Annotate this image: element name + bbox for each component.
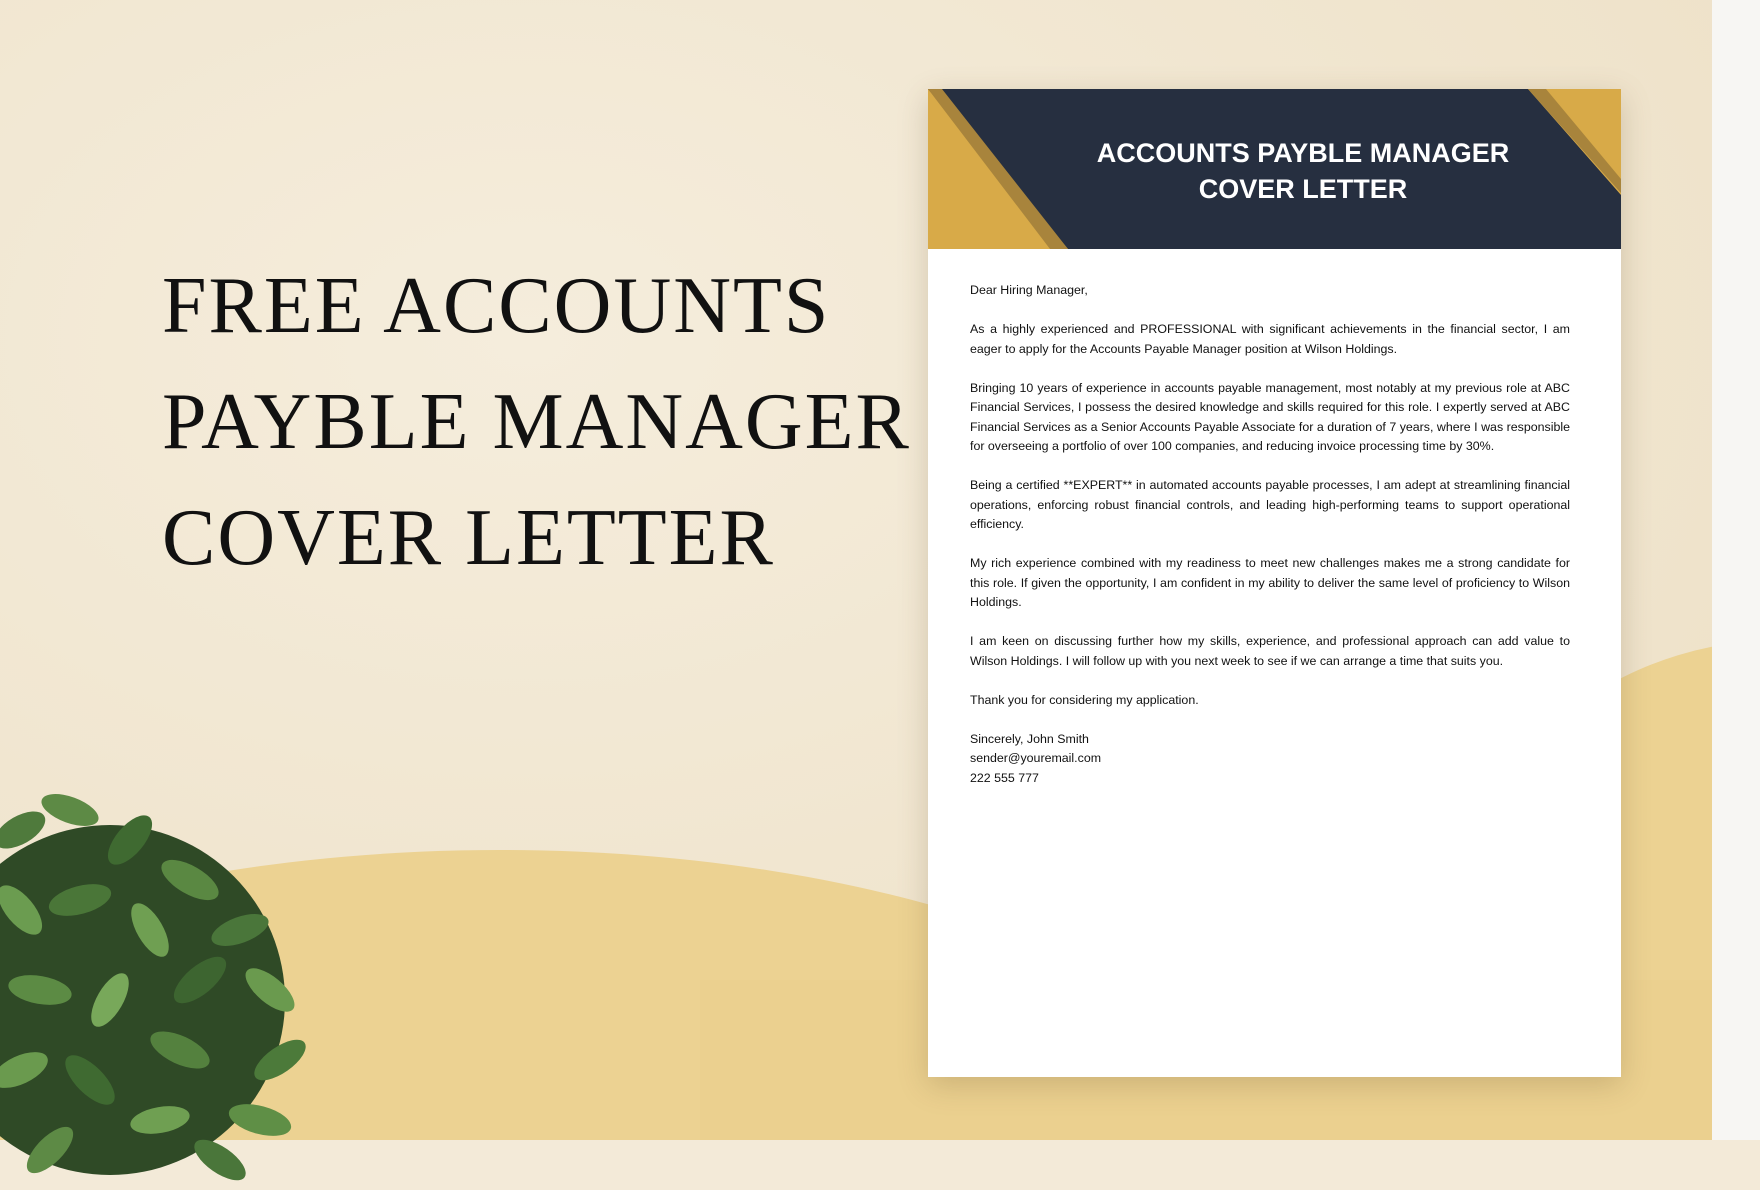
letter-paragraph-6: Thank you for considering my application. [970, 691, 1570, 711]
cover-letter-document [928, 89, 1621, 1077]
headline-line-3: COVER LETTER [162, 480, 862, 596]
headline-line-2: PAYBLE MANAGER [162, 364, 862, 480]
letter-closing: Sincerely, John Smith [970, 730, 1570, 750]
headline-line-1: FREE ACCOUNTS [162, 248, 862, 364]
letter-phone: 222 555 777 [970, 769, 1570, 789]
letter-paragraph-2: Bringing 10 years of experience in accounts payable management, most notably at my previous role at ABC Financial Services, I possess the desired knowledge and skills required for this role. I expertly served at ABC Financial Services as a Senior Accounts Payable Associate for a duration of 7 years, where I was responsible for overseeing a portfolio of over 100 companies, and reducing invoice processing time by 30%. [970, 379, 1570, 457]
letter-title [1068, 135, 1538, 207]
letter-paragraph-1: As a highly experienced and PROFESSIONAL with significant achievements in the financial sector, I am eager to apply for the Accounts Payable Manager position at Wilson Holdings. [970, 320, 1570, 359]
letter-title-line-2: COVER LETTER [1068, 171, 1538, 207]
letter-paragraph-3: Being a certified **EXPERT** in automated accounts payable processes, I am adept at streamlining financial operations, enforcing robust financial controls, and leading high-performing teams to support operational efficiency. [970, 476, 1570, 535]
letter-paragraph-5: I am keen on discussing further how my skills, experience, and professional approach can add value to Wilson Holdings. I will follow up with you next week to see if we can arrange a time that suits you. [970, 632, 1570, 671]
letter-salutation: Dear Hiring Manager, [970, 281, 1570, 301]
letter-email: sender@youremail.com [970, 749, 1570, 769]
background-wall-strip [1712, 0, 1760, 1140]
plant-foliage [0, 788, 312, 1188]
headline [162, 248, 862, 596]
letter-title-line-1: ACCOUNTS PAYBLE MANAGER [1068, 135, 1538, 171]
letter-paragraph-4: My rich experience combined with my readiness to meet new challenges makes me a strong candidate for this role. If given the opportunity, I am confident in my ability to deliver the same level of proficiency to Wilson Holdings. [970, 554, 1570, 613]
letter-body [970, 281, 1570, 788]
plant-icon [0, 770, 380, 1190]
letter-header-banner [928, 89, 1621, 249]
